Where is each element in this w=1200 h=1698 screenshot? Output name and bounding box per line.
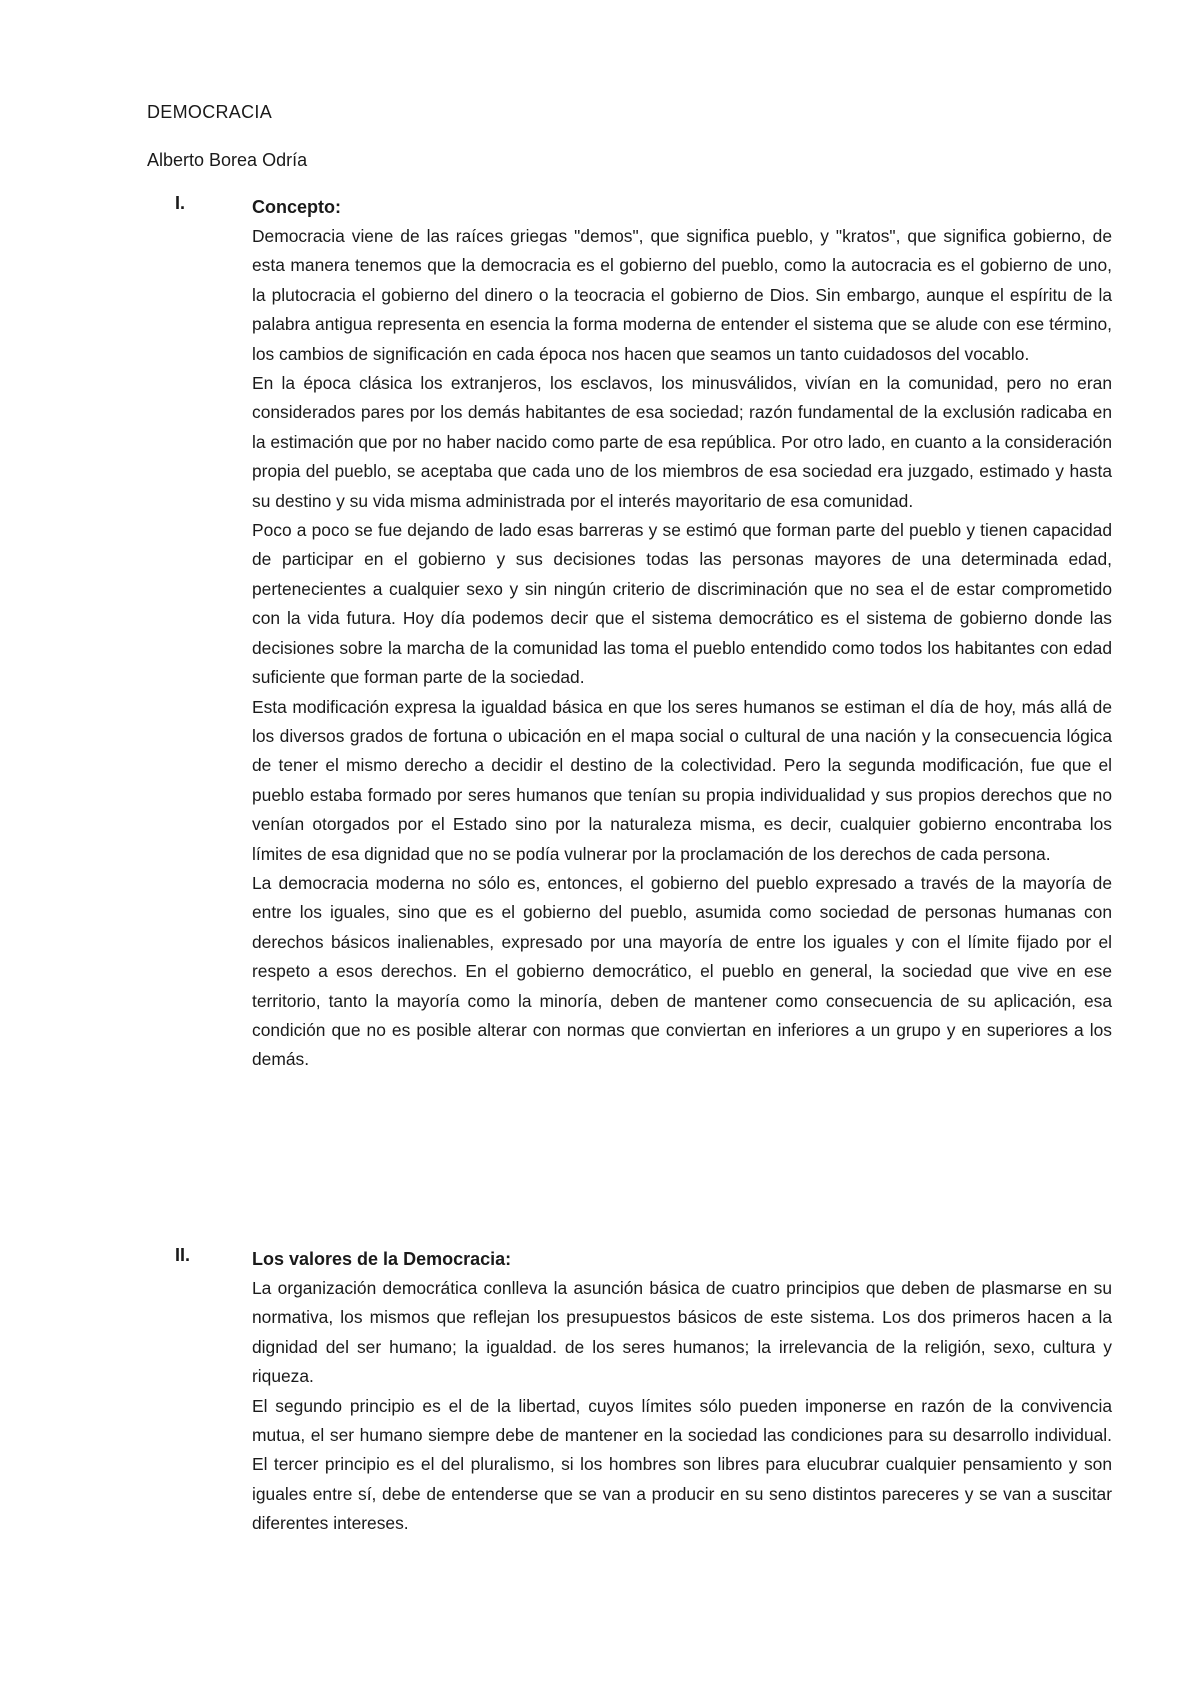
document-author: Alberto Borea Odría — [147, 150, 308, 170]
paragraph: Poco a poco se fue dejando de lado esas barreras y se estimó que forman parte del pueblo y tienen capacidad de participar en el gobierno y sus decisiones todas las personas mayores de una determinada edad, pertenecientes a cualquier sexo y sin ningún criterio de discriminación que no sea el de estar comprometido con la vida futura. Hoy día podemos decir que el sistema democrático es el sistema de gobierno donde las decisiones sobre la marcha de la comunidad las toma el pueblo entendido como todos los habitantes con edad suficiente que forman parte de la sociedad. — [252, 520, 1112, 688]
section-body — [252, 193, 1112, 1075]
paragraph: Democracia viene de las raíces griegas "demos", que significa pueblo, y "kratos", que significa gobierno, de esta manera tenemos que la democracia es el gobierno del pueblo, como la autocracia es el gobierno de uno, la plutocracia el gobierno del dinero o la teocracia el gobierno de Dios. Sin embargo, aunque el espíritu de la palabra antigua representa en esencia la forma moderna de entender el sistema que se alude con ese término, los cambios de significación en cada época nos hacen que seamos un tanto cuidadosos del vocablo. — [252, 226, 1112, 364]
paragraph: Esta modificación expresa la igualdad básica en que los seres humanos se estiman el día de hoy, más allá de los diversos grados de fortuna o ubicación en el mapa social o cultural de una nación y la consecuencia lógica de tener el mismo derecho a decidir el destino de la colectividad. Pero la segunda modificación, fue que el pueblo estaba formado por seres humanos que tenían su propia individualidad y sus propios derechos que no venían otorgados por el Estado sino por la naturaleza misma, es decir, cualquier gobierno encontraba los límites de esa dignidad que no se podía vulnerar por la proclamación de los derechos de cada persona. — [252, 696, 1112, 864]
paragraph: El segundo principio es el de la libertad, cuyos límites sólo pueden imponerse en razón de la convivencia mutua, el ser humano siempre debe de mantener en la sociedad las condiciones para su desarrollo individual. El tercer principio es el del pluralismo, si los hombres son libres para elucubrar cualquier pensamiento y son iguales entre sí, debe de entenderse que se van a producir en su seno distintos pareceres y se van a suscitar diferentes intereses. — [252, 1395, 1112, 1534]
section-number: I. — [175, 193, 186, 213]
section-heading: Los valores de la Democracia: — [252, 1249, 512, 1269]
section-number: II. — [175, 1245, 191, 1265]
document-title: DEMOCRACIA — [147, 102, 273, 122]
section-heading: Concepto: — [252, 197, 341, 217]
paragraph: En la época clásica los extranjeros, los esclavos, los minusválidos, vivían en la comunidad, pero no eran considerados pares por los demás habitantes de esa sociedad; razón fundamental de la exclusión radicaba en la estimación que por no haber nacido como parte de esa república. Por otro lado, en cuanto a la consideración propia del pueblo, se aceptaba que cada uno de los miembros de esa sociedad era juzgado, estimado y hasta su destino y su vida misma administrada por el interés mayoritario de esa comunidad. — [252, 373, 1112, 511]
paragraph: La organización democrática conlleva la asunción básica de cuatro principios que deben de plasmarse en su normativa, los mismos que reflejan los presupuestos básicos de este sistema. Los dos primeros hacen a la dignidad del ser humano; la igualdad. de los seres humanos; la irrelevancia de la religión, sexo, cultura y riqueza. — [252, 1278, 1112, 1387]
paragraph: La democracia moderna no sólo es, entonces, el gobierno del pueblo expresado a través de la mayoría de entre los iguales, sino que es el gobierno del pueblo, asumida como sociedad de personas humanas con derechos básicos inalienables, expresado por una mayoría de entre los iguales y con el límite fijado por el respeto a esos derechos. En el gobierno democrático, el pueblo en general, la sociedad que vive en ese territorio, tanto la mayoría como la minoría, deben de mantener como consecuencia de su aplicación, esa condición que no es posible alterar con normas que conviertan en inferiores a un grupo y en superiores a los demás. — [252, 872, 1112, 1070]
section-body — [252, 1245, 1112, 1539]
